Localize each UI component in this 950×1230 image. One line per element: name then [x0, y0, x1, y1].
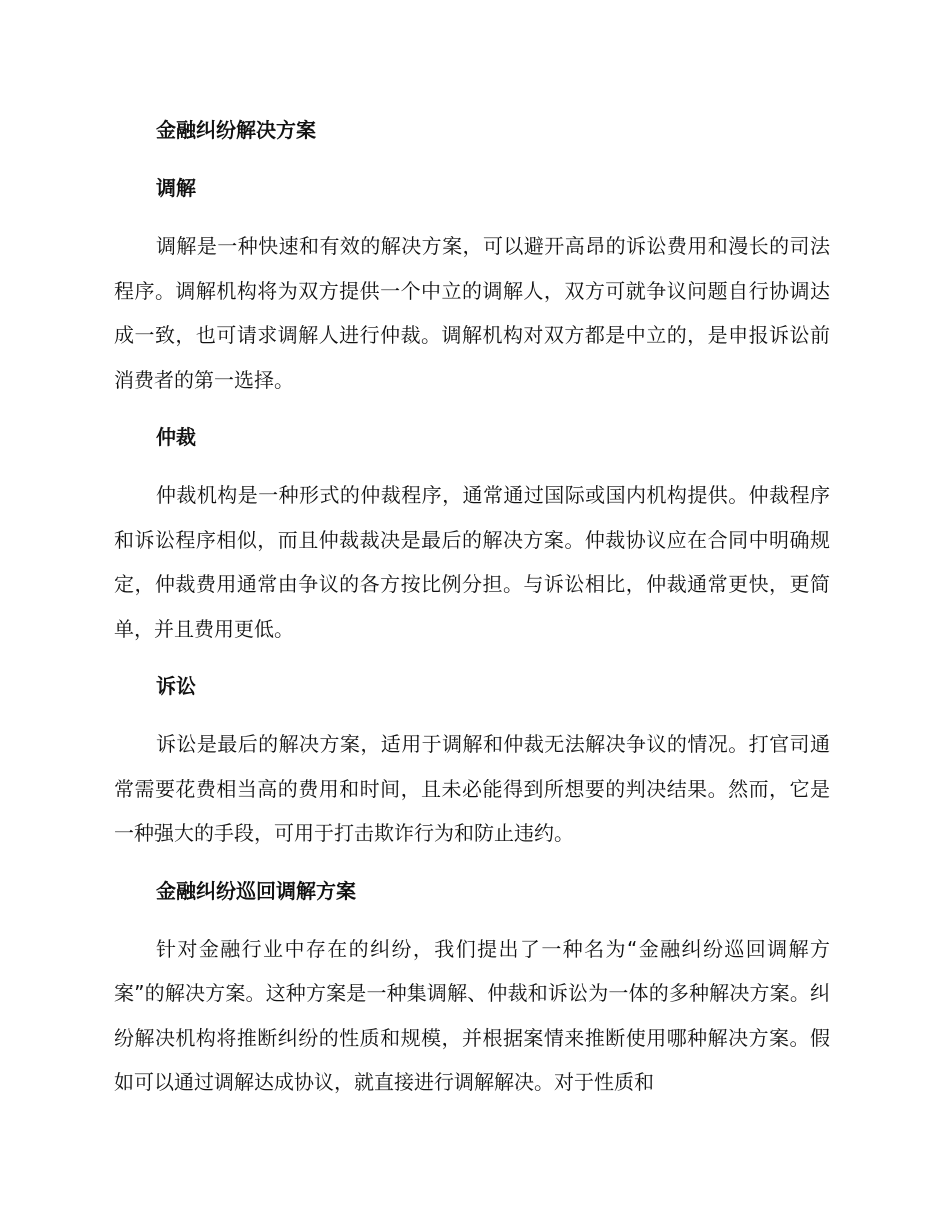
section-body-litigation: 诉讼是最后的解决方案，适用于调解和仲裁无法解决争议的情况。打官司通常需要花费相当高的费用和时间，且未必能得到所想要的判决结果。然而，它是一种强大的手段，可用于打击欺诈行为和防止违约。 — [114, 732, 830, 845]
section-heading-litigation: 诉讼 — [156, 674, 196, 698]
section-body-arbitration: 仲裁机构是一种形式的仲裁程序，通常通过国际或国内机构提供。仲裁程序和诉讼程序相似，而且仲裁裁决是最后的解决方案。仲裁协议应在合同中明确规定，仲裁费用通常由争议的各方按比例分担。与诉讼相比，仲裁通常更快，更简单，并且费用更低。 — [114, 483, 830, 641]
section-body-mediation: 调解是一种快速和有效的解决方案，可以避开高昂的诉讼费用和漫长的司法程序。调解机构将为双方提供一个中立的调解人，双方可就争议问题自行协调达成一致，也可请求调解人进行仲裁。调解机构对双方都是中立的，是申报诉讼前消费者的第一选择。 — [114, 234, 830, 392]
document-content — [114, 108, 830, 1118]
section-body-circuit-mediation: 针对金融行业中存在的纠纷，我们提出了一种名为“金融纠纷巡回调解方案”的解决方案。这种方案是一种集调解、仲裁和诉讼为一体的多种解决方案。纠纷解决机构将推断纠纷的性质和规模，并根据案情来推断使用哪种解决方案。假如可以通过调解达成协议，就直接进行调解解决。对于性质和 — [114, 936, 830, 1094]
document-title: 金融纠纷解决方案 — [156, 118, 316, 142]
section-heading-circuit-mediation: 金融纠纷巡回调解方案 — [156, 878, 356, 903]
section-heading-mediation: 调解 — [156, 176, 196, 200]
section-heading-arbitration: 仲裁 — [156, 425, 196, 449]
